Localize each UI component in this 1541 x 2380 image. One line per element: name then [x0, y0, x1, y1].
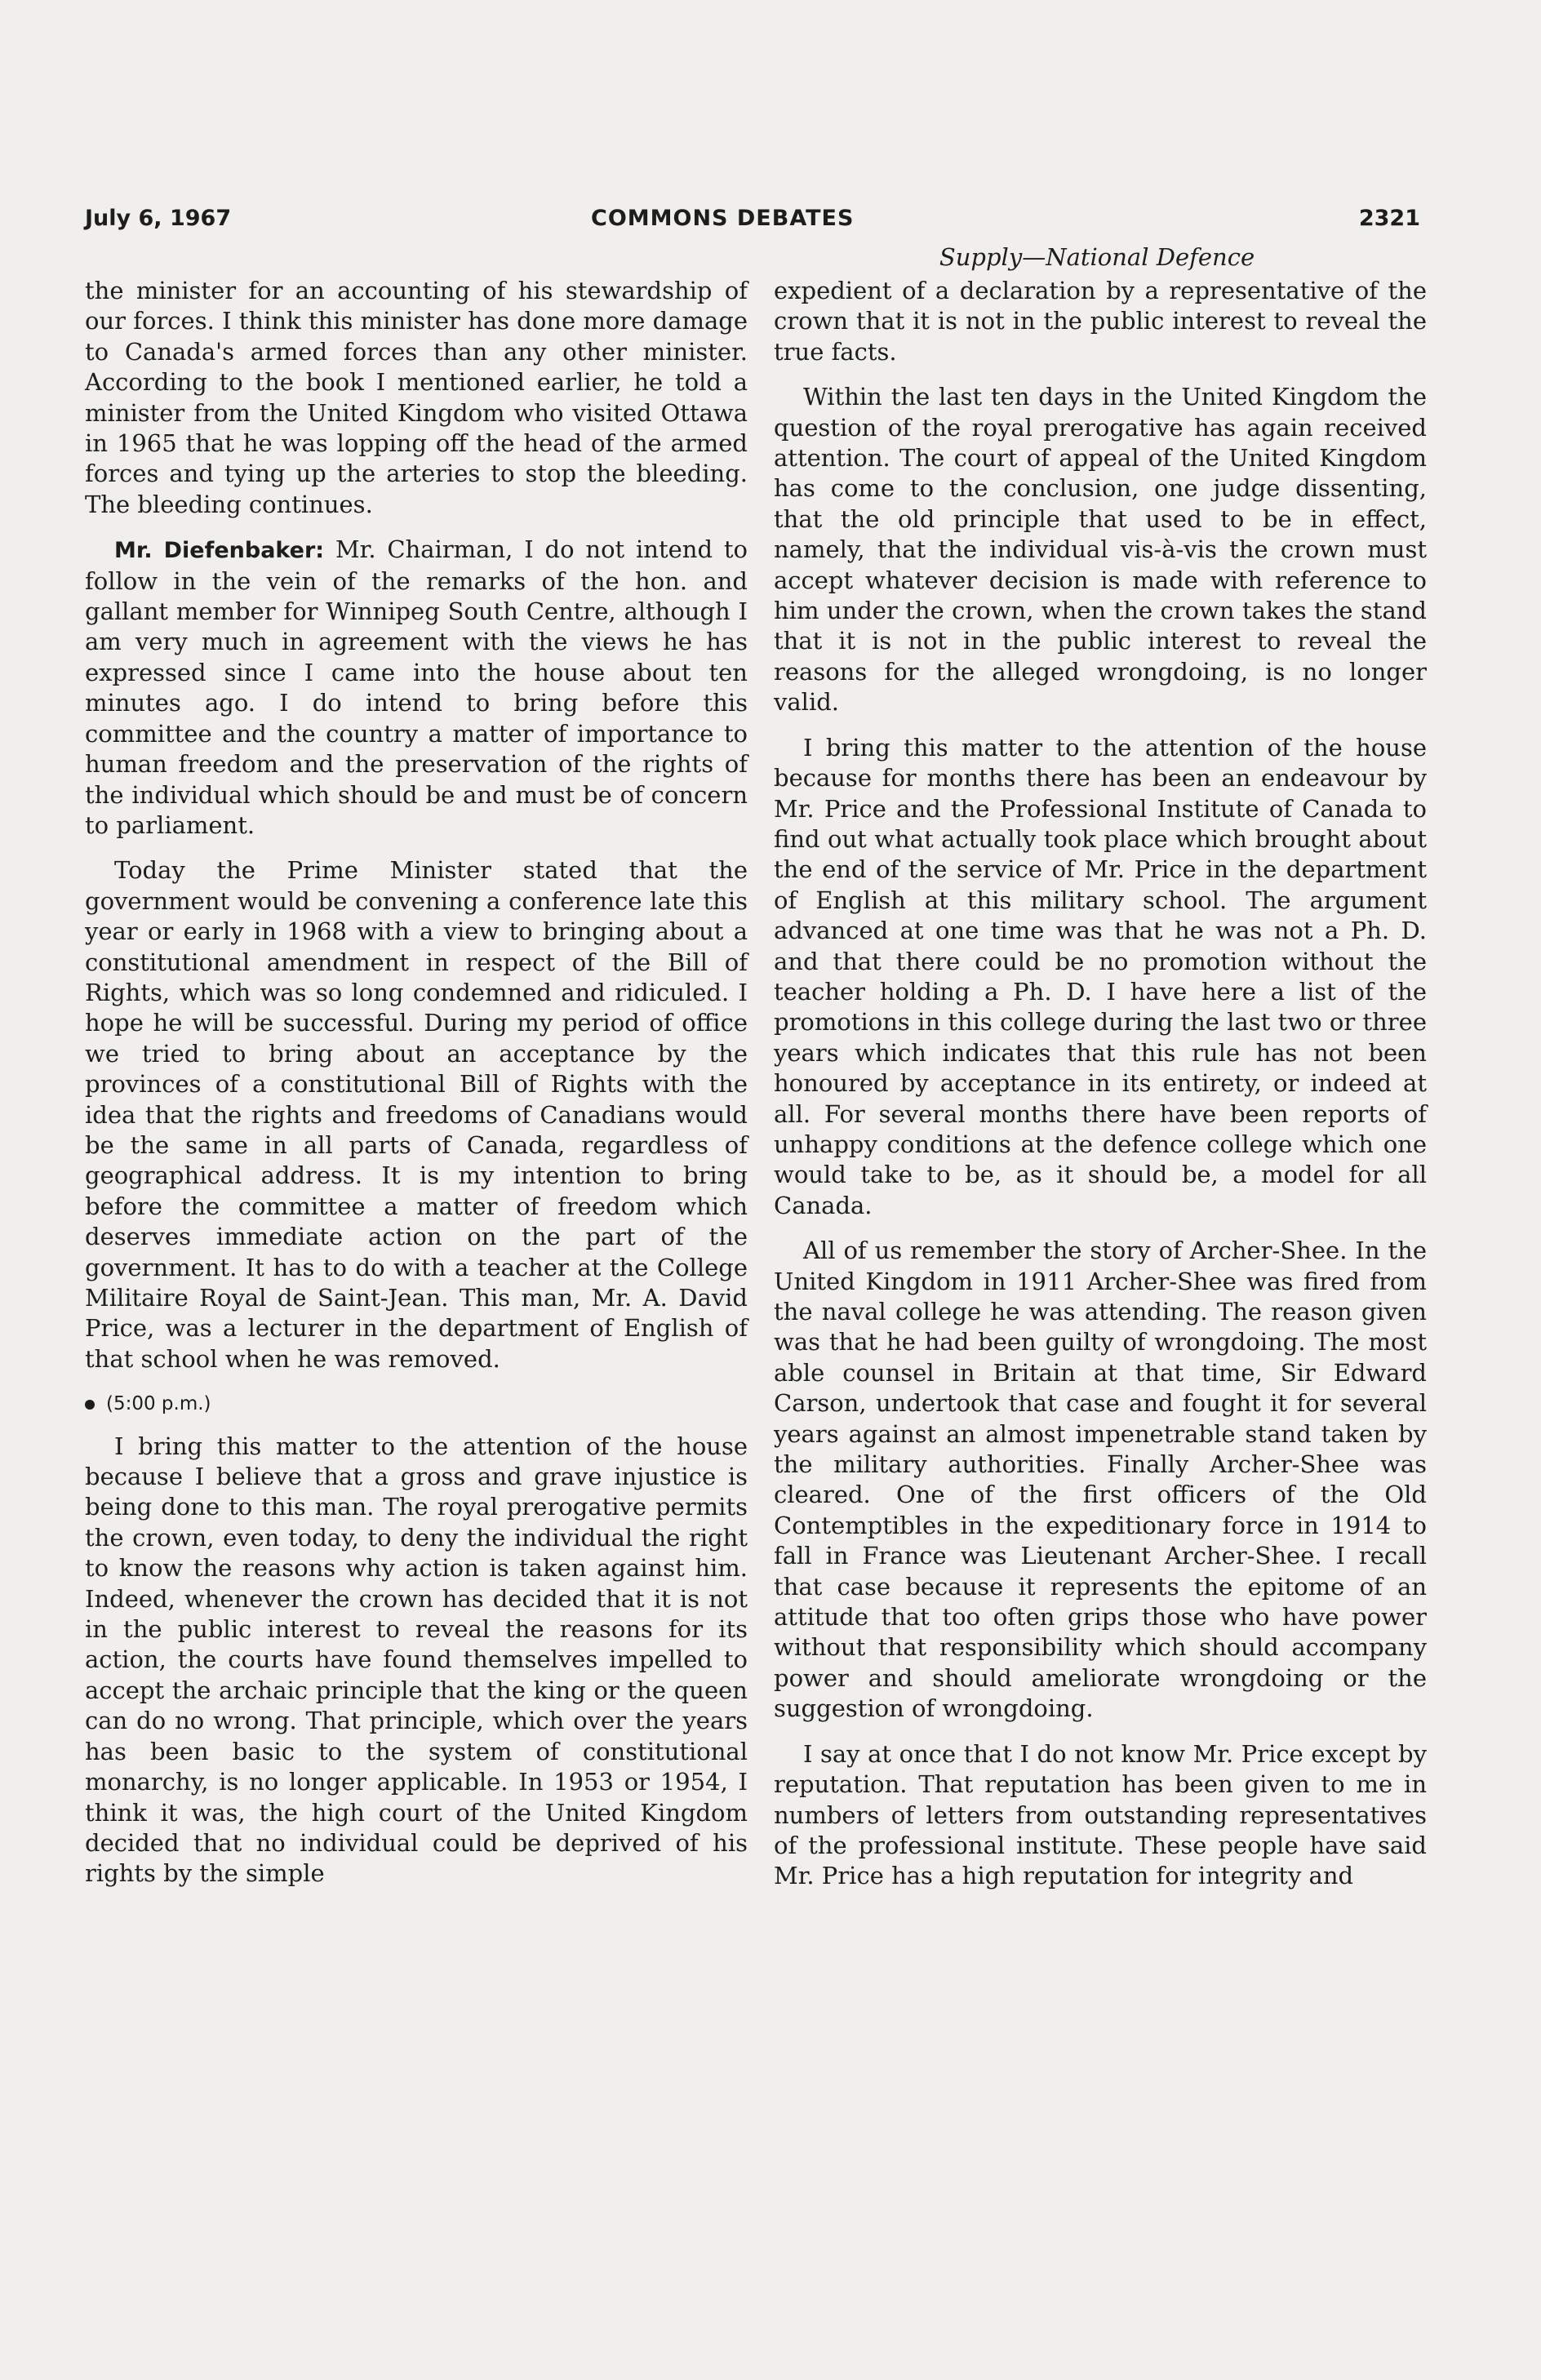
left-paragraph-4: I bring this matter to the attention of the house because I believe that a gross and grave injustice is being done to this man. The royal prerogative permits the crown, even today, to deny the individual the right to know the reasons why action is taken against him. Indeed, whenever the crown has decided that it is not in the public interest to reveal the reasons for its action, the courts have found themselves impelled to accept the archaic principle that the king or the queen can do no wrong. That principle, which over the years has been basic to the system of constitutional monarchy, is no longer applicable. In 1953 or 1954, I think it was, the high court of the United Kingdom decided that no individual could be deprived of his rights by the simple	[85, 1432, 748, 1888]
left-paragraph-2	[85, 535, 748, 841]
timestamp: (5:00 p.m.)	[106, 1393, 211, 1415]
right-paragraph-5: I say at once that I do not know Mr. Price except by reputation. That reputation has been given to me in numbers of letters from outstanding representatives of the professional institute. These people have said Mr. Price has a high reputation for integrity and	[774, 1739, 1427, 1890]
timestamp-line	[85, 1389, 748, 1419]
left-paragraph-3: Today the Prime Minister stated that the government would be convening a conference late this year or early in 1968 with a view to bringing about a constitutional amendment in respect of the Bill of Rights, which was so long condemned and ridiculed. I hope he will be successful. During my period of office we tried to bring about an acceptance by the provinces of a constitutional Bill of Rights with the idea that the rights and freedoms of Canadians would be the same in all parts of Canada, regardless of geographical address. It is my intention to bring before the committee a matter of freedom which deserves immediate action on the part of the government. It has to do with a teacher at the College Militaire Royal de Saint-Jean. This man, Mr. A. David Price, was a lecturer in the department of English of that school when he was removed.	[85, 856, 748, 1373]
right-column	[774, 276, 1427, 1907]
speaker-name: Mr. Diefenbaker:	[114, 538, 325, 564]
right-paragraph-1: expedient of a declaration by a representative of the crown that it is not in the public interest to reveal the true facts.	[774, 277, 1427, 366]
left-paragraph-1: the minister for an accounting of his stewardship of our forces. I think this minister has done more damage to Canada's armed forces than any other minister. According to the book I mentioned earlier, he told a minister from the United Kingdom who visited Ottawa in 1965 that he was lopping off the head of the armed forces and tying up the arteries to stop the bleeding. The bleeding continues.	[85, 277, 748, 518]
left-paragraph-2-text: Mr. Chairman, I do not intend to follow in the vein of the remarks of the hon. and gallant member for Winnipeg South Centre, although I am very much in agreement with the views he has expressed since I came into the house about ten minutes ago. I do intend to bring before this committee and the country a matter of importance to human freedom and the preservation of the rights of the individual which should be and must be of concern to parliament.	[85, 535, 748, 839]
header-publication: COMMONS DEBATES	[591, 206, 855, 231]
left-column	[85, 276, 748, 1904]
right-paragraph-4: All of us remember the story of Archer-Shee. In the United Kingdom in 1911 Archer-Shee was fired from the naval college he was attending. The reason given was that he had been guilty of wrongdoing. The most able counsel in Britain at that time, Sir Edward Carson, undertook that case and fought it for several years against an almost impenetrable stand taken by the military authorities. Finally Archer-Shee was cleared. One of the first officers of the Old Contemptibles in the expeditionary force in 1914 to fall in France was Lieutenant Archer-Shee. I recall that case because it represents the epitome of an attitude that too often grips those who have power without that responsibility which should accompany power and should ameliorate wrongdoing or the suggestion of wrongdoing.	[774, 1237, 1427, 1723]
right-paragraph-3: I bring this matter to the attention of the house because for months there has been an endeavour by Mr. Price and the Professional Institute of Canada to find out what actually took place which brought about the end of the service of Mr. Price in the department of English at this military school. The argument advanced at one time was that he was not a Ph. D. and that there could be no promotion without the teacher holding a Ph. D. I have here a list of the promotions in this college during the last two or three years which indicates that this rule has not been honoured by acceptance in its entirety, or indeed at all. For several months there have been reports of unhappy conditions at the defence college which one would take to be, as it should be, a model for all Canada.	[774, 733, 1427, 1219]
page-header	[85, 206, 1420, 238]
header-page-number: 2321	[1358, 206, 1420, 231]
header-date: July 6, 1967	[85, 206, 232, 231]
bullet-icon	[85, 1400, 95, 1410]
section-title: Supply—National Defence	[939, 243, 1255, 271]
right-paragraph-2: Within the last ten days in the United Kingdom the question of the royal prerogative has again received attention. The court of appeal of the United Kingdom has come to the conclusion, one judge dissenting, that the old principle that used to be in effect, namely, that the individual vis-à-vis the crown must accept whatever decision is made with reference to him under the crown, when the crown takes the stand that it is not in the public interest to reveal the reasons for the alleged wrongdoing, is no longer valid.	[774, 383, 1427, 717]
